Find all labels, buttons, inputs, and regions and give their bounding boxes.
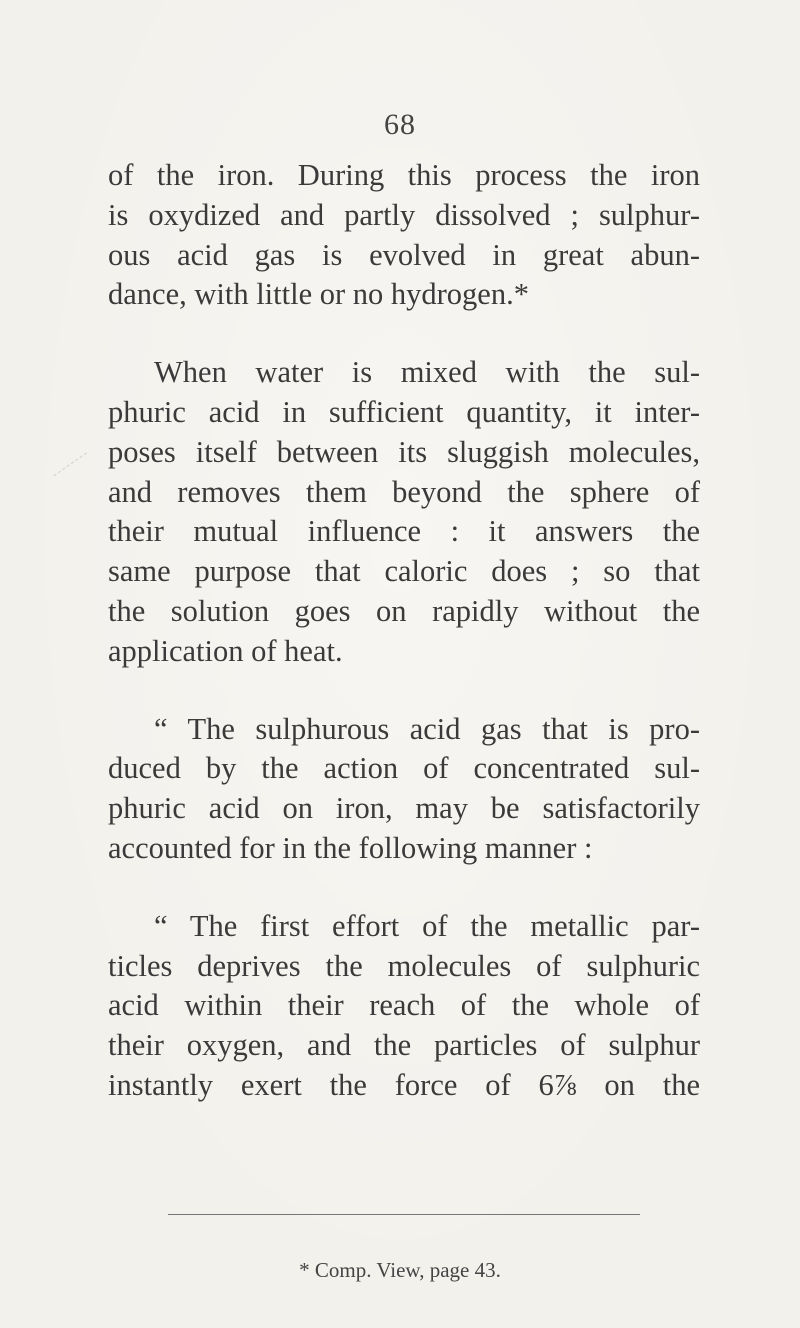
text-line: accounted for in the following manner : [108, 830, 593, 865]
text-line: application of heat. [108, 633, 343, 668]
body-text [108, 156, 700, 1106]
paragraph-gap [108, 869, 700, 907]
text-line: is oxydized and partly dissolved ; sulphur- [108, 197, 700, 232]
text-line: phuric acid in sufficient quantity, it inter- [108, 394, 700, 429]
text-line: “ The sulphurous acid gas that is pro- [154, 711, 700, 746]
text-line: phuric acid on iron, may be satisfactorily [108, 791, 700, 826]
ink-smudge [54, 452, 99, 492]
footnote: * Comp. View, page 43. [299, 1258, 501, 1282]
text-line: and removes them beyond the sphere of [108, 474, 700, 509]
paragraph-gap [108, 315, 700, 353]
text-line: duced by the action of concentrated sul- [108, 751, 700, 786]
text-line: acid within their reach of the whole of [108, 988, 700, 1023]
text-line: dance, with little or no hydrogen.* [108, 277, 529, 312]
text-line: ous acid gas is evolved in great abun- [108, 237, 700, 272]
page-number: 68 [384, 108, 416, 141]
text-line: poses itself between its sluggish molecules, [108, 434, 700, 469]
text-line: “ The first effort of the metallic par- [154, 908, 700, 943]
text-line: their mutual influence : it answers the [108, 514, 700, 549]
text-line: When water is mixed with the sul- [154, 355, 700, 390]
text-line: the solution goes on rapidly without the [108, 593, 700, 628]
text-line: ticles deprives the molecules of sulphuric [108, 948, 700, 983]
text-line: instantly exert the force of 6⅞ on the [108, 1067, 700, 1102]
text-line: same purpose that caloric does ; so that [108, 554, 700, 589]
text-line: of the iron. During this process the iron [108, 158, 700, 192]
footnote-divider [168, 1214, 640, 1215]
text-line: their oxygen, and the particles of sulphur [108, 1028, 700, 1063]
paragraph-gap [108, 672, 700, 710]
